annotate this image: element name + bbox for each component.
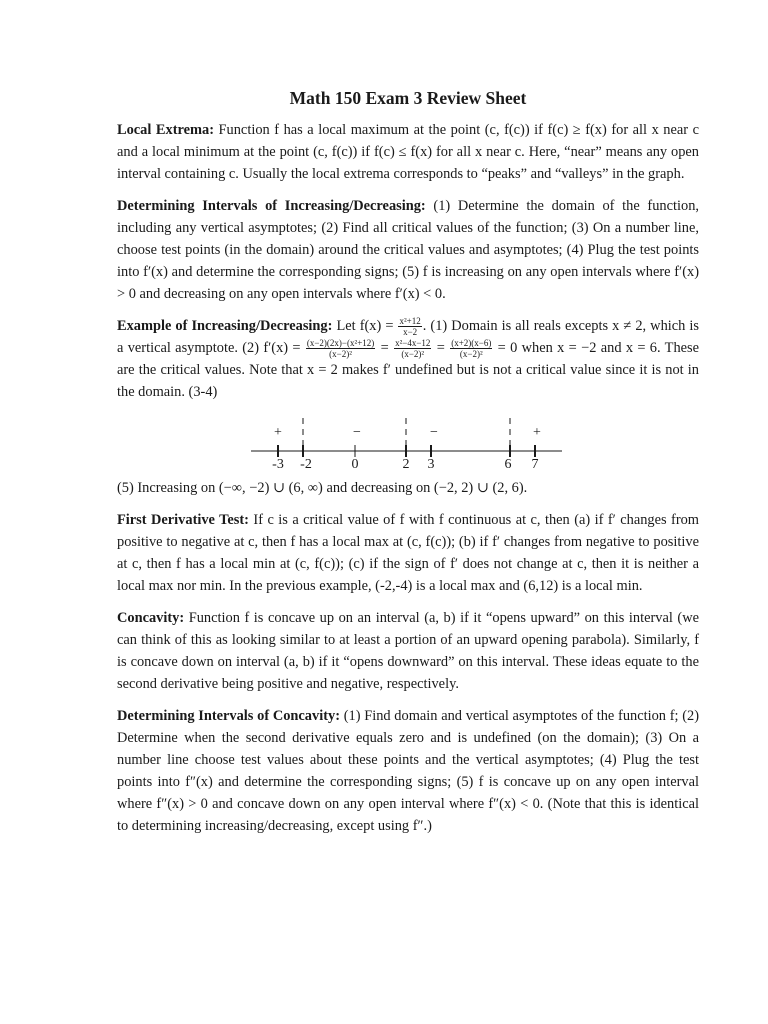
function-numerator: x²+12 <box>399 316 421 327</box>
page-title: Math 150 Exam 3 Review Sheet <box>289 88 527 108</box>
sign-label-3: − <box>430 425 438 441</box>
number-line-diagram <box>117 411 699 471</box>
function-fraction <box>398 316 421 337</box>
equals-sign-1: = <box>376 340 394 357</box>
example-heading: Example of Increasing/Decreasing: <box>117 318 333 334</box>
derivative-1-numerator: (x−2)(2x)−(x²+12) <box>306 338 375 349</box>
derivative-fraction-2 <box>394 338 431 359</box>
sign-chart <box>117 411 699 471</box>
equals-zero: = 0 <box>493 340 518 357</box>
concavity-heading: Concavity: <box>117 610 185 627</box>
derivative-2-numerator: x²−4x−12 <box>395 338 431 349</box>
tick-label-neg2: -2 <box>300 457 312 472</box>
function-denominator: x−2 <box>403 327 418 338</box>
tick-label-neg3: -3 <box>272 457 284 472</box>
local-extrema-heading: Local Extrema: <box>117 122 214 138</box>
first-derivative-paragraph <box>117 509 699 597</box>
tick-label-6: 6 <box>504 457 512 472</box>
intervals-incdec-heading: Determining Intervals of Increasing/Decreasing: <box>117 198 426 214</box>
derivative-3-numerator: (x+2)(x−6) <box>451 338 492 349</box>
tick-label-2: 2 <box>402 457 410 472</box>
equals-sign-2: = <box>432 340 450 357</box>
concavity-paragraph <box>117 607 699 695</box>
sign-label-4: + <box>533 425 541 441</box>
derivative-1-denominator: (x−2)² <box>329 349 352 360</box>
concavity-text: Function f is concave up on an interval (a, b) if it “opens upward” on this interval (we can think of this as looking similar to at least a portion of an upward opening parabola). Similarly, f is concave down on interval (a, b) if it “opens downward” on this interval. These ideas equate to the second derivative being positive and negative, respectively. <box>117 610 699 693</box>
sign-label-1: + <box>274 425 282 441</box>
derivative-fraction-3 <box>450 338 492 359</box>
local-extrema-text: Function f has a local maximum at the point (c, f(c)) if f(c) ≥ f(x) for all x near c and a local minimum at the point (c, f(c)) if f(c) ≤ f(x) for all x near c. Here, “near” means any open interval containing c. Usually the local extrema corresponds to “peaks” and “valleys” in the graph. <box>117 122 699 182</box>
sign-label-2: − <box>353 425 361 441</box>
tick-label-3: 3 <box>427 457 435 472</box>
example-paragraph <box>117 315 699 403</box>
intervals-concavity-paragraph <box>117 705 699 837</box>
first-derivative-heading: First Derivative Test: <box>117 512 249 529</box>
example-part1: . (1) Domain is all reals excepts x ≠ 2, which is a vertical asymptote. (2) f′(x) = <box>117 318 699 357</box>
intervals-incdec-paragraph <box>117 195 699 305</box>
example-part2: when x = −2 and x = 6. These are the critical values. Note that x = 2 makes f′ undefined but is not a critical value since it is not in the domain. (3-4) <box>117 340 700 401</box>
intervals-concavity-text: (1) Find domain and vertical asymptotes of the function f; (2) Determine when the second derivative equals zero and is undefined (on the domain); (3) On a number line choose test values about these points and the vertical asymptotes; (4) Plug the test points into f″(x) and determine the corresponding signs; (5) f is concave up on any open interval where f″(x) > 0 and concave down on any open interval where f″(x) < 0. (Note that this is identical to determining increasing/decreasing, except using f″.) <box>117 708 699 835</box>
review-sheet-page <box>117 88 699 847</box>
derivative-fraction-1 <box>306 338 375 359</box>
example-let: Let f(x) = <box>332 318 398 334</box>
first-derivative-text: If c is a critical value of f with f continuous at c, then (a) if f′ changes from positive to negative at c, then f has a local max at (c, f(c)); (b) if f′ changes from negative to positive at c, then f has a local min at (c, f(c)); (c) if the sign of f′ does not change at c, then it is neither a local max nor min. In the previous example, (-2,-4) is a local max and (6,12) is a local min. <box>117 512 700 595</box>
intervals-incdec-text: (1) Determine the domain of the function, including any vertical asymptotes; (2) Find all critical values of the function; (3) On a number line, choose test points (in the domain) around the critical values and asymptotes; (4) Plug the test points into f′(x) and determine the corresponding signs; (5) f is increasing on any open intervals where f′(x) > 0 and decreasing on any open intervals where f′(x) < 0. <box>117 198 699 302</box>
tick-label-7: 7 <box>531 457 539 472</box>
local-extrema-paragraph <box>117 119 699 185</box>
intervals-concavity-heading: Determining Intervals of Concavity: <box>117 708 340 725</box>
tick-label-0: 0 <box>351 457 359 472</box>
derivative-2-denominator: (x−2)² <box>401 349 425 360</box>
result-paragraph: (5) Increasing on (−∞, −2) ∪ (6, ∞) and decreasing on (−2, 2) ∪ (2, 6). <box>117 480 528 497</box>
derivative-3-denominator: (x−2)² <box>459 349 483 360</box>
